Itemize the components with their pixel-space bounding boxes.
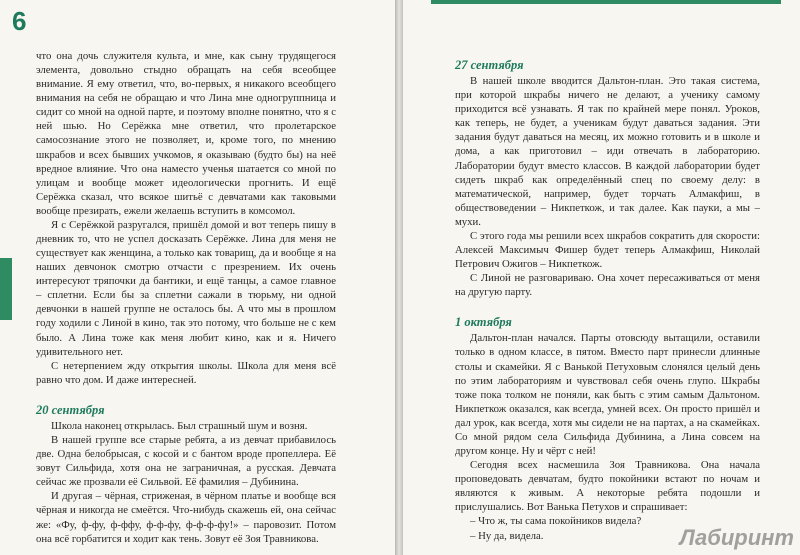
diary-date: 1 октября	[455, 315, 512, 330]
paragraph: Сегодня всех насмешила Зоя Травникова. Она начала проповедовать девчатам, будто покойники встают по ночам и являются к живым. А некоторые ребята подошли и прислушались. Вот Ванька Петухов и спрашивает:	[455, 459, 760, 514]
dialogue-line: – Ну да, видела.	[470, 529, 544, 542]
header-rule	[431, 0, 781, 4]
paragraph: В нашей группе все старые ребята, а из девчат прибавилось две. Одна белобрысая, с косой и с бантом вроде пропеллера. Её зовут Сильфида, хотя она не заграничная, а русская. Девчата сейчас же прозвали её Сильвой. Её фамилия – Дубинина.	[36, 434, 336, 489]
right-text-column	[455, 58, 760, 543]
paragraph: Дальтон-план начался. Парты отовсюду вытащили, оставили только в одном классе, в пятом. Вместо парт принесли длинные столы и скамейки. Я с Ванькой Петуховым слонялся целый день по этим лабораториям и чувствовал себя очень глупо. Шкрабы тоже пока толком не поняли, как быть с этим самым Дальтоном. Никпеткож оказался, как всегда, умней всех. Он просто пришёл и дал урок, как всегда, хотя мы сидели не на партах, а на скамейках. Со мной рядом села Сильфида Дубинина, а Лина совсем на другом конце. Ну и чёрт с ней!	[455, 332, 760, 458]
paragraph: С Линой не разговариваю. Она хочет пересаживаться от меня на другую парту.	[455, 272, 760, 299]
paragraph: И другая – чёрная, стриженая, в чёрном платье и вообще вся чёрная и никогда не смеётся. Что-нибудь скажешь ей, она сейчас же: «Фу, ф-фу, ф-ффу, ф-ф-фу, ф-ф-ф-фу!» – паровозит. Потом она всё горбатится и ходит как тень. Зовут её Зоя Травникова.	[36, 490, 336, 545]
left-page	[0, 0, 395, 555]
right-page	[403, 0, 800, 555]
paragraph: Школа наконец открылась. Был страшный шум и возня.	[51, 419, 308, 432]
paragraph: С нетерпением жду открытия школы. Школа для меня всё равно что дом. И даже интересней.	[36, 359, 336, 386]
left-text-column	[36, 49, 336, 546]
paragraph: С этого года мы решили всех шкрабов сократить для скорости: Алексей Максимыч Фишер будет теперь Алмакфиш, Николай Петрович Ожигов – Никпеткож.	[455, 229, 760, 271]
paragraph: В нашей школе вводится Дальтон-план. Это такая система, при которой шкрабы ничего не делают, а ученику самому приходится всё узнавать. Я так по крайней мере понял. Уроков, как теперь, не будет, а ученикам будут даваться задания. Эти задания будут даваться на месяц, их можно готовить и в школе и дома, а как приготовил – иди отвечать в лабораторию. Лаборатории будут вместо классов. В каждой лаборатории будет сидеть шкраб как определённый спец по своему делу: в математической, например, будет торчать Алмакфиш, в обществоведении – Никпеткож, и так далее. Как пауки, а мы – мухи.	[455, 75, 760, 228]
folio-mark	[0, 258, 12, 320]
dialogue-line: – Что ж, ты сама покойников видела?	[470, 515, 642, 528]
paragraph: Я с Серёжкой разругался, пришёл домой и вот теперь пишу в дневник то, что не успел досказать Серёжке. Лина для меня не существует как женщина, а только как товарищ, да и вообще я на наших девчонок смотрю отчасти с презрением. Их очень интересуют тряпочки да бантики, и ещё танцы, а самое главное – сплетни. Если бы за сплетни сажали в тюрьму, ни одной девчонки в нашей группе не осталось бы. А что мы в прошлом году ходили с Линой в кино, так это потому, что больше не с кем было. А Лина тоже как меня любит кино, как и я. Ничего удивительного нет.	[36, 218, 336, 358]
book-spine	[395, 0, 403, 555]
diary-date: 20 сентября	[36, 402, 105, 417]
diary-date: 27 сентября	[455, 58, 524, 72]
paragraph: что она дочь служителя культа, и мне, как сыну трудящегося элемента, довольно стыдно обращать на себя всеобщее внимание. Я ему ответил, что, во-первых, я никакого всеобщего внимания на себя не обращаю и что Лина мне одногруппница и сидит со мной на одной парте, и поэтому вполне понятно, что я с ней шью. Но Серёжка мне ответил, что пролетарское самосознание этого не позволяет, и, кроме того, по мнению шкрабов и всех бывших учкомов, я оказываю (будто бы) на неё вредное влияние. Что она наместо ученья шатается со мной по улицам и вообще может идеологически прогнить. И ещё Серёжка сказал, что всякое шитьё с девчатами как таковыми вообще презирать, ежели желаешь вступить в комсомол.	[36, 50, 336, 217]
watermark-logo: Лабиринт	[679, 525, 794, 550]
page-number: 6	[12, 6, 27, 36]
